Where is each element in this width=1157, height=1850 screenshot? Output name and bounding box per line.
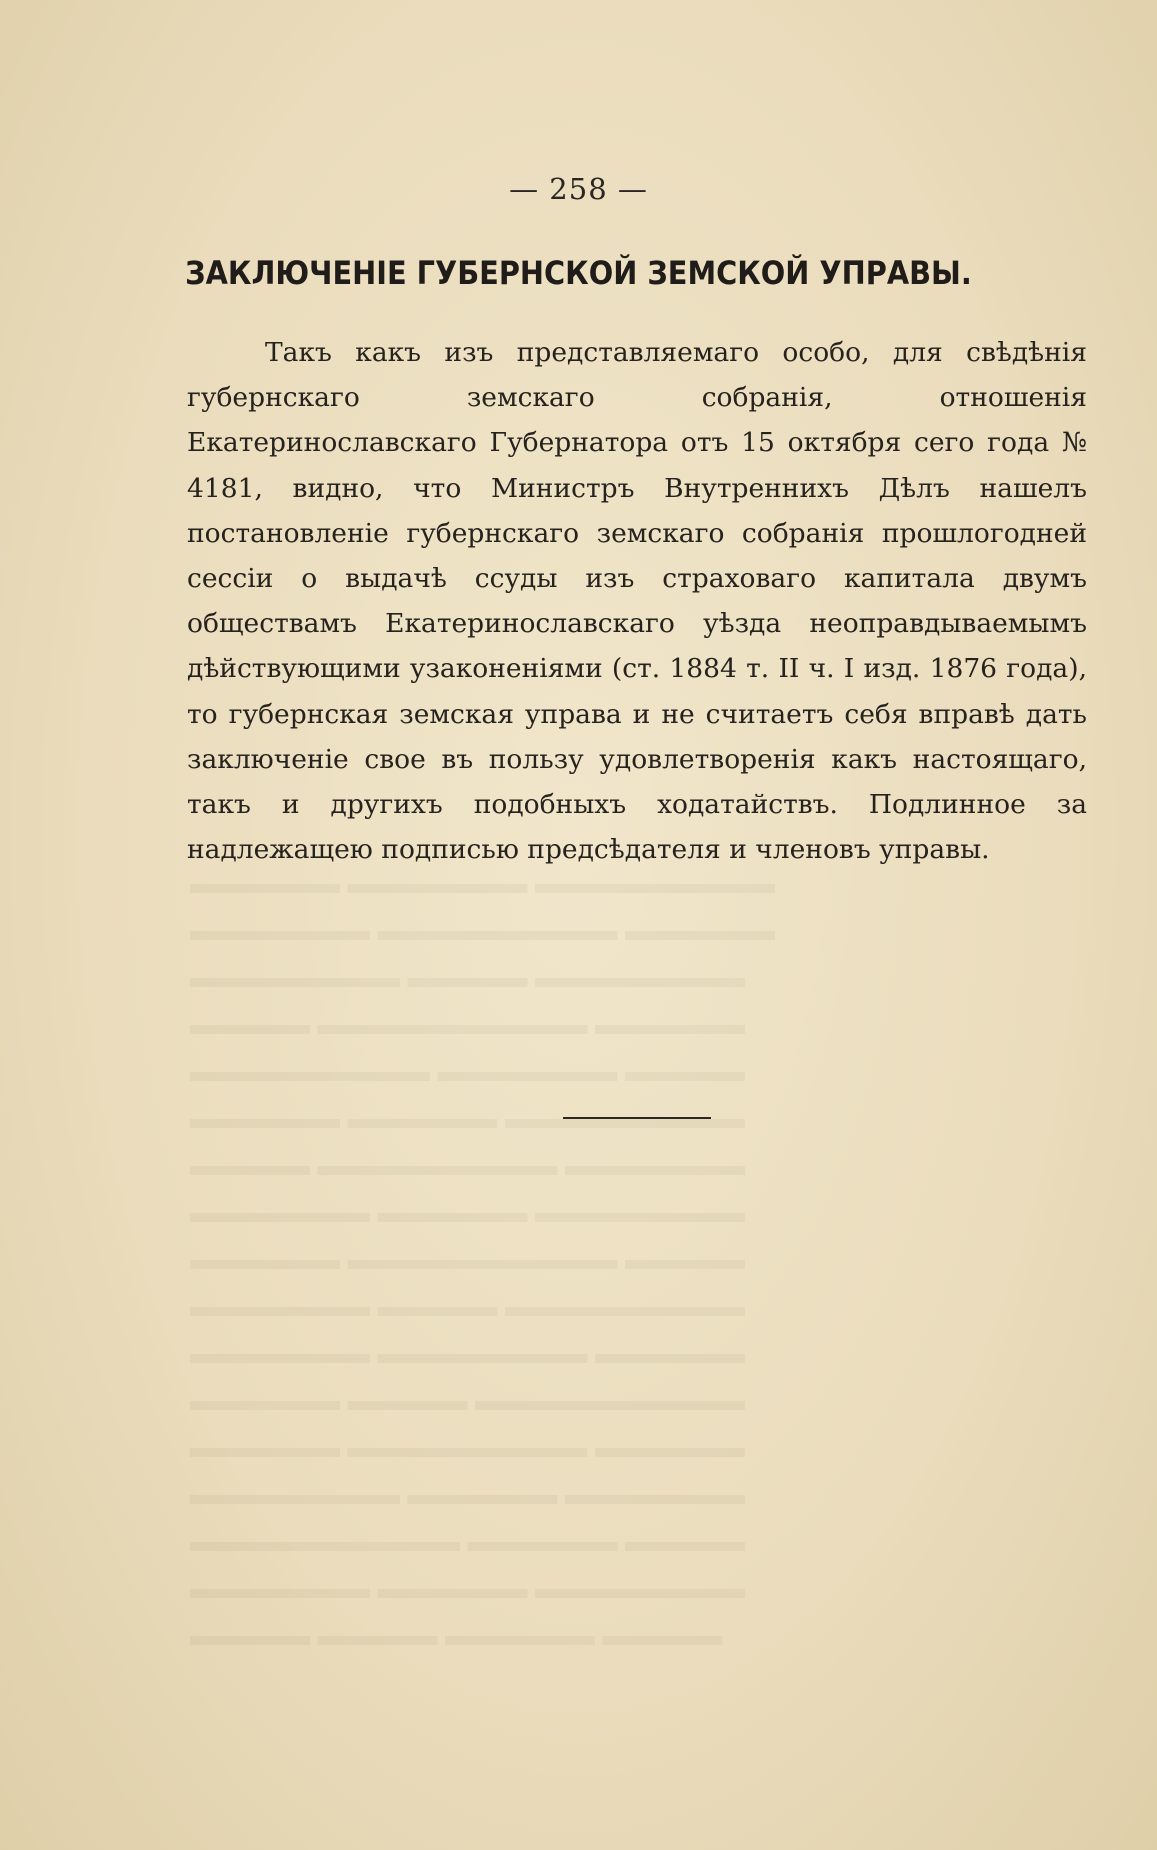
section-heading: ЗАКЛЮЧЕНІЕ ГУБЕРНСКОЙ ЗЕМСКОЙ УПРАВЫ. <box>185 254 972 292</box>
bleed-through-texture: ▬▬▬▬▬▬▬▬ ▬▬▬▬▬▬ ▬▬▬▬▬ ▬▬▬▬▬ ▬▬▬▬▬▬▬▬ ▬▬▬▬▬▬ ▬▬▬▬▬▬▬ ▬▬▬▬ ▬▬▬▬▬▬▬ ▬▬▬▬▬ ▬▬▬▬▬▬▬▬▬ ▬▬▬▬ ▬▬▬▬ ▬▬▬▬▬▬ ▬▬▬▬▬▬▬▬ ▬▬▬▬▬▬▬▬ ▬▬▬▬▬ ▬▬▬▬▬ ▬▬▬▬▬▬ ▬▬▬▬▬▬▬▬ ▬▬▬▬ ▬▬▬▬▬▬▬ ▬▬▬▬▬ ▬▬▬▬▬▬ ▬▬▬▬ ▬▬▬▬▬▬▬▬▬ ▬▬▬▬▬ ▬▬▬▬▬▬▬▬ ▬▬▬▬ ▬▬▬▬▬▬ ▬▬▬▬▬ ▬▬▬▬▬▬▬ ▬▬▬▬▬▬ ▬▬▬▬▬▬▬▬▬ ▬▬▬▬ ▬▬▬▬▬ ▬▬▬▬▬ ▬▬▬▬▬▬▬▬ ▬▬▬▬▬ ▬▬▬▬▬▬ ▬▬▬▬▬ ▬▬▬▬▬▬▬ ▬▬▬▬ ▬▬▬▬▬ ▬▬▬▬▬▬▬▬▬ ▬▬▬▬▬▬▬ ▬▬▬▬▬ ▬▬▬▬▬▬ ▬▬▬▬ ▬▬▬▬▬ ▬▬▬▬ ▬▬▬▬ <box>190 867 775 1652</box>
page-number: — 258 — <box>509 172 648 206</box>
body-paragraph: Такъ какъ изъ представляемаго особо, для свѣдѣнія губернскаго земскаго собранія, отношенія Екатеринославскаго Губернатора отъ 15 октября сего года № 4181, видно, что Министръ Внутреннихъ Дѣлъ нашелъ постановленіе губернскаго земскаго собранія прошлогодней сессіи о выдачѣ ссуды изъ страховаго капитала двумъ обществамъ Екатеринославскаго уѣзда неоправдываемымъ дѣйствующими узаконеніями (ст. 1884 т. II ч. I изд. 1876 года), то губернская земская управа и не считаетъ себя вправѣ дать заключеніе свое въ пользу удовлетворенія какъ настоящаго, такъ и другихъ подобныхъ ходатайствъ. Подлинное за надлежащею подписью предсѣдателя и членовъ управы. <box>187 337 1087 866</box>
closing-rule <box>563 1117 711 1119</box>
